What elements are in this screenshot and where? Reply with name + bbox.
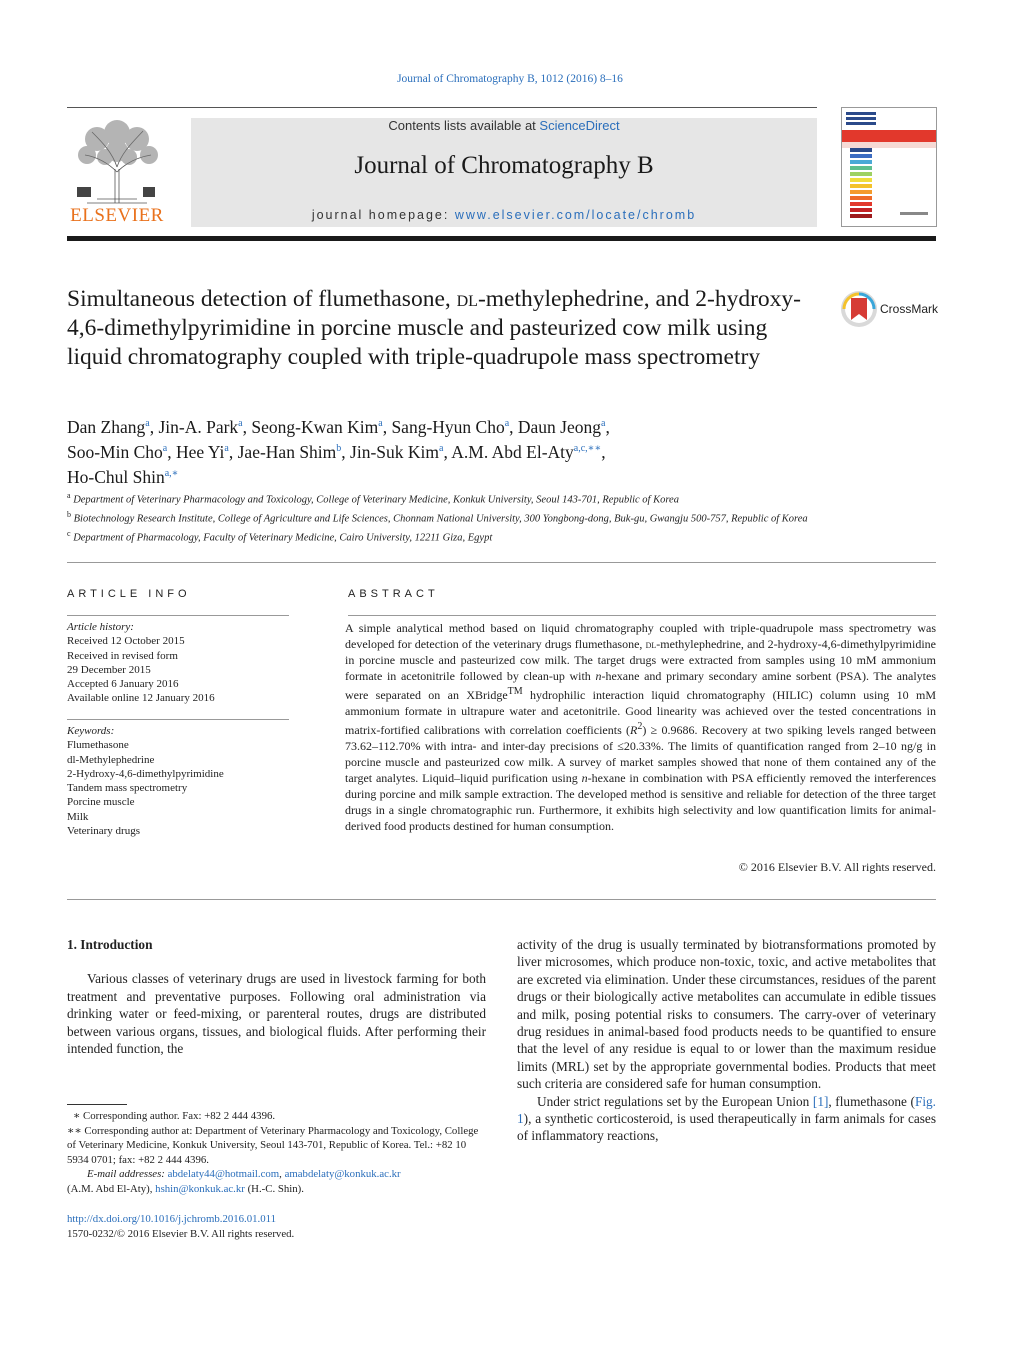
- abstract-segment: -hexane and primary secondary amine sorbent (PSA). The analytes were separated on an XBridge: [345, 669, 937, 702]
- body-segment: Under strict regulations set by the European Union: [537, 1093, 813, 1109]
- author-affiliation-mark[interactable]: a: [439, 442, 444, 454]
- history-label: Article history:: [67, 621, 134, 633]
- affiliation-mark: b: [67, 510, 71, 519]
- section-heading: 1. Introduction: [67, 937, 153, 952]
- author-separator: ,: [443, 441, 452, 462]
- affiliation-item: [67, 508, 827, 527]
- divider: [348, 615, 936, 616]
- affiliation-mark: a: [67, 491, 71, 500]
- keyword-item: Veterinary drugs: [67, 825, 141, 838]
- email-link[interactable]: hshin@konkuk.ac.kr: [155, 1182, 245, 1195]
- affiliation-text: Biotechnology Research Institute, College of Agriculture and Life Sciences, Chonnam National University, 300 Yongbong-dong, Buk-gu, Gwangju 500-757, Republic of Korea: [73, 513, 808, 525]
- divider: [67, 562, 936, 563]
- article-title: [67, 285, 807, 372]
- email-separator: ,: [279, 1168, 285, 1180]
- abstract-italic: n: [581, 771, 588, 785]
- author-list: [67, 413, 807, 487]
- author-affiliation-mark[interactable]: a,c,∗∗: [573, 442, 602, 454]
- author-separator: ,: [341, 441, 351, 462]
- author-affiliation-mark[interactable]: a,∗: [164, 467, 179, 479]
- homepage-link[interactable]: www.elsevier.com/locate/chromb: [454, 208, 697, 222]
- author-separator: ,: [605, 416, 610, 437]
- body-column-right: [517, 936, 936, 1145]
- body-column-left: [67, 936, 486, 1057]
- author-affiliation-mark[interactable]: a: [601, 418, 606, 429]
- author-name[interactable]: A.M. Abd El-Aty: [451, 441, 574, 462]
- crossmark-label: CrossMark: [880, 302, 939, 316]
- keyword-item: Flumethasone: [67, 739, 129, 752]
- email-link[interactable]: abdelaty44@hotmail.com: [167, 1168, 280, 1180]
- affiliation-item: [67, 489, 827, 508]
- author-separator: ,: [601, 441, 606, 462]
- abstract-segment: ) ≥ 0.9686. Recovery at two spiking levels ranged between 73.62–112.70% with intra- and inter-day precisions of ≤20.33%. The limits of quantification ranged from 2–10 ng/g in porcine muscle and pasteurized cow milk. A survey of market samples showed that none of them contained any of the target analytes. Liquid–liquid purification using: [345, 723, 936, 785]
- affiliation-item: [67, 527, 827, 546]
- divider: [67, 719, 289, 720]
- body-paragraph: [517, 1093, 936, 1145]
- article-info-heading: ARTICLE INFO: [67, 588, 191, 600]
- figure-link[interactable]: Fig. 1: [517, 1093, 936, 1127]
- divider: [67, 899, 936, 900]
- author-separator: ,: [149, 416, 159, 437]
- author-name[interactable]: Sang-Hyun Cho: [391, 416, 505, 437]
- doi-block: [67, 1212, 487, 1241]
- body-paragraph: Various classes of veterinary drugs are used in livestock farming for both treatment and preventative purposes. Following oral administration via drinking water or feed-mixing, or parenteral routes, drugs are distributed between various organs, tissues, and biological fluids. After performing their intended function, the: [67, 971, 486, 1057]
- abstract-text: [345, 620, 936, 834]
- footnotes: [67, 1109, 487, 1196]
- divider: [67, 615, 289, 616]
- author-affiliation-mark[interactable]: a: [238, 418, 243, 429]
- abstract-italic: n: [595, 669, 602, 683]
- history-item: Received in revised form: [67, 649, 178, 662]
- author-name[interactable]: Seong-Kwan Kim: [251, 416, 379, 437]
- elsevier-tree-icon: [67, 117, 167, 205]
- author-affiliation-mark[interactable]: a: [162, 442, 168, 454]
- author-name[interactable]: Jin-A. Park: [158, 416, 239, 437]
- author-separator: ,: [228, 441, 238, 462]
- email-footnote: [67, 1167, 487, 1182]
- sciencedirect-link[interactable]: ScienceDirect: [539, 118, 620, 133]
- author-name[interactable]: Jae-Han Shim: [237, 441, 337, 462]
- article-history: [67, 620, 297, 706]
- history-item: 29 December 2015: [67, 663, 151, 676]
- crossmark-icon: [840, 290, 878, 328]
- author-name[interactable]: Soo-Min Cho: [67, 441, 163, 462]
- abstract-italic: R: [630, 723, 638, 737]
- author-name[interactable]: Dan Zhang: [67, 416, 146, 437]
- journal-cover-image: [842, 108, 936, 226]
- homepage-line: [191, 208, 817, 222]
- elsevier-logo: [67, 117, 167, 227]
- affiliation-mark: c: [67, 529, 71, 538]
- elsevier-wordmark: ELSEVIER: [70, 205, 164, 226]
- affiliation-list: [67, 489, 827, 546]
- body-paragraph: activity of the drug is usually terminated by biotransformations promoted by liver microsomes, which produce non-toxic, toxic, and active metabolites that are excreted via elimination. Under these circumstances, residues of the parent drugs or their biologically active metabolites can accumulate in edible tissues and milk, posing potential risks to consumers. The carry-over of veterinary drug residues in animal-based food products needs to be quantified to ensure that the level of any residue is equal to or lower than the maximum residue limits (MRL) set by the appropriate governmental bodies. Products that meet such criteria are considered safe for human consumption.: [517, 937, 936, 1092]
- title-part1: Simultaneous detection of flumethasone,: [67, 286, 457, 312]
- abstract-superscript: TM: [507, 686, 523, 697]
- author-affiliation-mark[interactable]: a: [378, 418, 383, 429]
- author-separator: ,: [167, 441, 176, 462]
- homepage-prefix: journal homepage:: [311, 208, 455, 222]
- body-segment: , flumethasone (: [828, 1093, 915, 1109]
- header-thick-divider: [67, 236, 936, 241]
- author-affiliation-mark[interactable]: b: [336, 442, 342, 454]
- journal-reference-link[interactable]: Journal of Chromatography B, 1012 (2016) 8–16: [397, 73, 623, 85]
- doi-link[interactable]: http://dx.doi.org/10.1016/j.jchromb.2016.01.011: [67, 1213, 277, 1225]
- body-segment: ), a synthetic corticosteroid, is used therapeutically in farm animals for cases of inflammatory reactions,: [517, 1111, 936, 1144]
- abstract-segment: -methylephedrine, and 2-hydroxy-4,6-dimethylpyrimidine in porcine muscle and pasteurized cow milk. The target drugs were extracted from samples using 10 mM ammonium formate in acetonitrile followed by clean-up with: [345, 637, 936, 683]
- footnote: ∗ Corresponding author. Fax: +82 2 444 4396.: [73, 1110, 276, 1122]
- title-smallcaps: dl: [456, 286, 478, 312]
- abstract-superscript: 2: [637, 721, 643, 732]
- keyword-item: 2-Hydroxy-4,6-dimethylpyrimidine: [67, 767, 224, 780]
- keywords: [67, 724, 297, 838]
- footnote-divider: [67, 1104, 127, 1105]
- email-owner: (H.-C. Shin).: [244, 1182, 304, 1195]
- contents-line: [191, 118, 817, 133]
- email-owner: (A.M. Abd El-Aty),: [67, 1182, 156, 1195]
- abstract-heading: ABSTRACT: [348, 588, 439, 600]
- journal-masthead: [191, 118, 817, 227]
- issn-line: 1570-0232/© 2016 Elsevier B.V. All rights reserved.: [67, 1227, 295, 1240]
- reference-link[interactable]: [1]: [812, 1093, 829, 1109]
- abstract-segment: -hexane in combination with PSA efficiently removed the interferences during porcine and milk sample extraction. The developed method is sensitive and reliable for detection of the three target drugs in a single chromatographic run. Furthermore, it exhibits high selectivity and low quantification limits for animal-derived food products destined for human consumption.: [345, 771, 937, 833]
- author-name[interactable]: Daun Jeong: [517, 416, 602, 437]
- affiliation-text: Department of Veterinary Pharmacology and Toxicology, College of Veterinary Medicine, Konkuk University, Seoul 143-701, Republic of Korea: [73, 494, 679, 506]
- title-part2: -methylephedrine, and 2-hydroxy-4,6-dimethylpyrimidine in porcine muscle and pasteurized cow milk using liquid chromatography coupled with triple-quadrupole mass spectrometry: [67, 286, 801, 370]
- history-item: Accepted 6 January 2016: [67, 678, 179, 691]
- top-divider: [67, 107, 817, 108]
- history-item: Received 12 October 2015: [67, 635, 185, 648]
- email-link[interactable]: amabdelaty@konkuk.ac.kr: [284, 1168, 401, 1180]
- author-affiliation-mark[interactable]: a: [504, 418, 510, 429]
- footnote: ∗∗ Corresponding author at: Department of Veterinary Pharmacology and Toxicology, College of Veterinary Medicine, Konkuk University, Seoul 143-701, Republic of Korea. Tel.: +82 10 5934 0701; fax: +82 2 444 4396.: [67, 1124, 479, 1166]
- abstract-copyright: © 2016 Elsevier B.V. All rights reserved.: [738, 860, 936, 874]
- author-name[interactable]: Hee Yi: [175, 441, 225, 462]
- author-separator: ,: [382, 416, 392, 437]
- abstract-smallcaps: dl: [645, 637, 657, 651]
- author-separator: ,: [242, 416, 252, 437]
- keyword-item: Tandem mass spectrometry: [67, 782, 188, 795]
- affiliation-text: Department of Pharmacology, Faculty of Veterinary Medicine, Cairo University, 12211 Giza, Egypt: [73, 532, 493, 544]
- keyword-item: dl-Methylephedrine: [67, 753, 155, 766]
- author-name[interactable]: Ho-Chul Shin: [67, 466, 165, 487]
- keywords-label: Keywords:: [67, 725, 115, 737]
- abstract-segment: A simple analytical method based on liquid chromatography coupled with triple-quadrupole mass spectrometry was developed for detection of the veterinary drugs flumethasone,: [345, 621, 936, 651]
- email-label: E-mail addresses:: [87, 1168, 168, 1180]
- author-affiliation-mark[interactable]: a: [145, 418, 150, 429]
- keyword-item: Porcine muscle: [67, 796, 135, 809]
- abstract-segment: hydrophilic interaction liquid chromatography (HILIC) column using 10 mM ammonium formate in ultrapure water and acetonitrile. Good linearity was achieved over the tested concentrations in matrix-fortified calibrations with correlation coefficients (: [345, 688, 937, 737]
- email-footnote-continued: [67, 1182, 487, 1197]
- author-name[interactable]: Jin-Suk Kim: [350, 441, 440, 462]
- journal-title: Journal of Chromatography B: [354, 152, 654, 179]
- contents-prefix: Contents lists available at: [388, 118, 540, 133]
- author-affiliation-mark[interactable]: a: [224, 442, 229, 454]
- history-item: Available online 12 January 2016: [67, 692, 215, 705]
- journal-cover-thumbnail[interactable]: [841, 107, 937, 227]
- author-separator: ,: [509, 416, 518, 437]
- keyword-item: Milk: [67, 810, 89, 823]
- crossmark-badge[interactable]: [840, 290, 940, 330]
